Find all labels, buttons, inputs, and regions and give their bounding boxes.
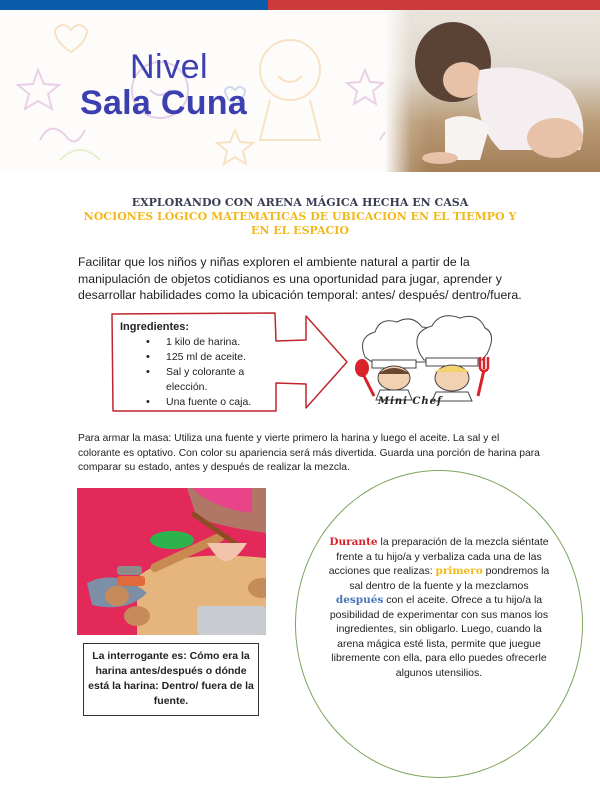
- stripe-red: [268, 0, 600, 10]
- banner-title-line2: Sala Cuna: [80, 84, 248, 122]
- banner-title-line1: Nivel: [130, 48, 209, 86]
- mini-chef-label: Mini Chef: [378, 396, 443, 407]
- top-color-stripe: [0, 0, 600, 10]
- title-block: [60, 196, 540, 238]
- ingredient-item: • 1 kilo de harina.: [146, 335, 280, 350]
- baby-photo: [385, 10, 600, 172]
- intro-paragraph: Facilitar que los niños y niñas exploren el ambiente natural a partir de la manipulación de objetos cotidianos es una oportunidad para jugar, aprender y desarrollar habilidades como la ubicación temporal: antes/ después/ dentro/fuera.: [78, 255, 522, 302]
- question-box: La interrogante es: Cómo era la harina antes/después o dónde está la harina: Dentro/ fuera de la fuente.: [83, 643, 259, 716]
- tip-circle-text: [326, 535, 552, 680]
- ingredients-callout: [110, 311, 350, 413]
- ingredient-item: • 125 ml de aceite.: [146, 350, 280, 365]
- keyword-primero: primero: [435, 565, 483, 577]
- ingredients-content: [120, 320, 280, 410]
- ingredients-list: [146, 335, 280, 410]
- sand-play-scene-icon: [77, 488, 266, 635]
- baby-crawling-icon: [385, 10, 600, 172]
- tip-text-part1: la preparación de la mezcla siéntate frente a tu hijo/a y verbaliza cada una de las acciones que realizas:: [328, 536, 549, 577]
- ingredient-item: • Sal y colorante a elección.: [146, 365, 280, 395]
- header-banner: [0, 10, 600, 172]
- ingredients-heading: Ingredientes:: [120, 321, 190, 333]
- keyword-despues: después: [335, 594, 384, 606]
- tip-text-part3: con el aceite. Ofrece a tu hijo/a la posibilidad de experimentar con sus manos los ingredientes, sin obligarlo. Luego, cuando la arena mágica esté lista, permite que juegue libremente con ella, para ello puedes ofrecerle algunos utensilios.: [329, 594, 549, 679]
- ingredient-item: • Una fuente o caja.: [146, 395, 280, 410]
- page-subtitle-line1: NOCIONES LÓGICO MATEMATICAS DE UBICACIÓN EN EL TIEMPO Y: [83, 210, 517, 223]
- instructions-paragraph: Para armar la masa: Utiliza una fuente y vierte primero la harina y luego el aceite. La sal y el colorante es optativo. Con color su apariencia será más divertida. Guarda una porción de harina para comparar su estado, antes y después de realizar la mezcla.: [78, 433, 540, 473]
- banner-title: [80, 50, 247, 120]
- keyword-durante: Durante: [329, 536, 378, 548]
- child-playing-photo: [77, 488, 266, 635]
- page-subtitle-line2: EN EL ESPACIO: [250, 224, 350, 237]
- page-title: EXPLORANDO CON ARENA MÁGICA HECHA EN CASA: [131, 196, 469, 209]
- tip-text-part2: pondremos la sal dentro de la fuente y la mezclamos: [349, 565, 550, 592]
- stripe-blue: [0, 0, 268, 10]
